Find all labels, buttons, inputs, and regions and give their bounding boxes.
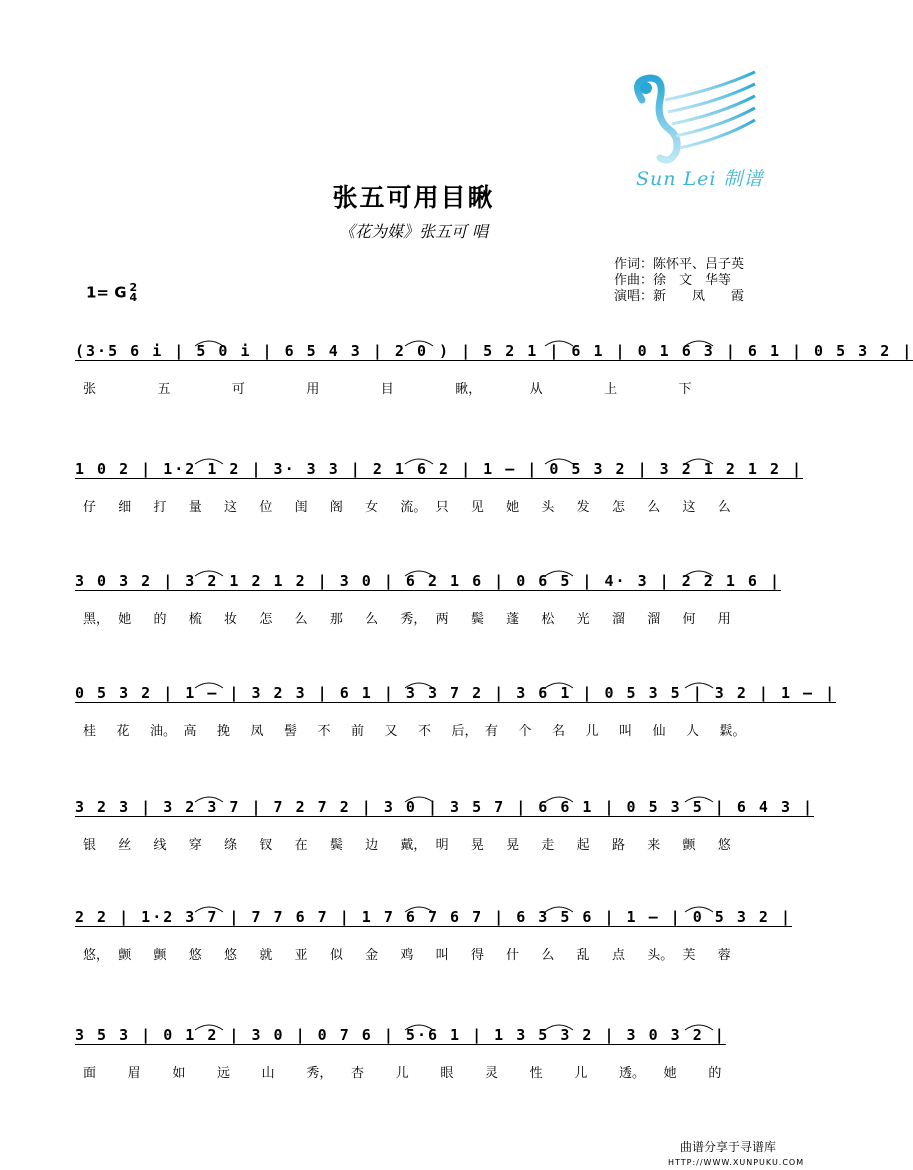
lyric-word: 鸡 [400,948,414,963]
lyric-word: 梳 [188,612,202,627]
lyric-word: 两 [435,612,449,627]
lyric-word: 么 [294,612,308,627]
lyric-word: 戴， [400,838,427,853]
lyric-word: 叫 [435,948,449,963]
lyric-word: 黑， [83,612,110,627]
lyric-word: 来 [647,838,661,853]
lyric-word: 头 [541,500,555,515]
lyric-word: 这 [224,500,238,515]
lyric-word: 见 [470,500,484,515]
lyric-word: 细 [118,500,132,515]
credit-lyricist: 作词：陈怀平、吕子英 [614,257,745,272]
lyric-word: 不 [418,724,432,739]
slur-marks [75,792,765,804]
lyric-word: 么 [647,500,661,515]
lyric-word: 发 [576,500,590,515]
lyric-word: 路 [611,838,625,853]
lyric-word: 山 [261,1066,275,1081]
lyric-word: 位 [259,500,273,515]
page-title: 张五可用目瞅 [332,183,495,212]
lyric-word: 那 [329,612,343,627]
lyric-word: 点 [611,948,625,963]
lyric-word: 可 [231,382,245,397]
lyric-word: 叫 [619,724,633,739]
lyric-word: 芙 [682,948,696,963]
notation-line: 0 5 3 2 | 1 – | 3 2 3 | 6 1 | 3 3 7 2 | 3 6 1 | 0 5 3 5 | 3 2 | 1 – | [75,684,837,702]
lyric-word: 怎 [259,612,273,627]
lyric-word: 名 [552,724,566,739]
lyric-word: 性 [529,1066,543,1081]
slur-marks [75,678,765,690]
notation-line: 2 2 | 1·2 3 7 | 7 7 6 7 | 1 7 6 7 6 7 | 6 3 5 6 | 1 – | 0 5 3 2 | [75,908,792,926]
lyric-word: 蓬 [506,612,520,627]
lyric-word: 就 [259,948,273,963]
lyric-word: 上 [604,382,618,397]
lyric-word: 远 [217,1066,231,1081]
lyric-word: 用 [306,382,320,397]
lyric-word: 颤 [118,948,132,963]
lyric-word: 的 [153,612,167,627]
lyric-word: 蓉 [717,948,731,963]
lyric-word: 挽 [217,724,231,739]
lyric-word: 起 [576,838,590,853]
slur-marks [75,454,765,466]
footer-url: HTTP://WWW.XUNPUKU.COM [668,1158,805,1167]
lyric-word: 丝 [118,838,132,853]
key-signature [86,283,137,303]
lyric-word: 如 [172,1066,186,1081]
lyric-word: 秀， [400,612,427,627]
lyric-word: 么 [541,948,555,963]
lyric-word: 用 [717,612,731,627]
lyric-word: 金 [365,948,379,963]
lyric-word: 光 [576,612,590,627]
lyric-word: 儿 [574,1066,588,1081]
lyric-word: 人 [686,724,700,739]
lyric-word: 五 [157,382,171,397]
lyric-word: 又 [384,724,398,739]
lyric-word: 么 [717,500,731,515]
credit-composer: 作曲：徐 文 华等 [614,273,732,288]
lyric-word: 流。 [400,500,427,515]
page-subtitle: 《花为媒》张五可 唱 [338,222,489,241]
lyric-word: 晃 [470,838,484,853]
lyric-word: 在 [294,838,308,853]
notation-line: 3 0 3 2 | 3 2 1 2 1 2 | 3 0 | 6 2 1 6 | 0 6 5 | 4· 3 | 2 2 1 6 | [75,572,781,590]
logo-text: Sun Lei 制谱 [636,168,764,190]
slur-marks [75,1020,765,1032]
lyric-word: 油。 [150,724,177,739]
lyric-word: 瞅， [455,382,482,397]
lyric-word: 晃 [506,838,520,853]
lyric-word: 绦 [224,838,238,853]
lyric-word: 不 [317,724,331,739]
lyric-word: 的 [708,1066,722,1081]
lyric-word: 鬓 [329,838,343,853]
lyric-word: 仙 [652,724,666,739]
lyric-word: 杏 [351,1066,365,1081]
lyric-word: 悠， [83,948,110,963]
lyric-word: 下 [678,382,692,397]
lyric-word: 儿 [395,1066,409,1081]
lyric-word: 髻 [284,724,298,739]
lyric-word: 明 [435,838,449,853]
credits [614,257,744,305]
lyric-word: 头。 [647,948,674,963]
lyric-word: 得 [470,948,484,963]
lyric-word: 个 [518,724,532,739]
lyric-word: 花 [116,724,130,739]
lyric-word: 鬏。 [719,724,746,739]
footer-text: 曲谱分享于寻谱库 [680,1140,777,1154]
time-den: 4 [129,291,138,304]
lyric-word: 目 [380,382,394,397]
key-label: 1= G [86,283,127,302]
slur-marks [75,902,765,914]
lyric-word: 从 [529,382,543,397]
notation-line: 1 0 2 | 1·2 1 2 | 3· 3 3 | 2 1 6 2 | 1 – | 0 5 3 2 | 3 2 1 2 1 2 | [75,460,804,478]
lyric-word: 什 [506,948,520,963]
lyric-word: 怎 [611,500,625,515]
lyric-word: 阁 [329,500,343,515]
lyric-word: 灵 [485,1066,499,1081]
lyric-word: 她 [506,500,520,515]
lyric-word: 银 [83,838,97,853]
lyric-word: 颤 [682,838,696,853]
lyric-word: 妆 [224,612,238,627]
lyric-word: 悠 [188,948,202,963]
lyric-word: 眉 [127,1066,141,1081]
lyric-word: 穿 [188,838,202,853]
lyric-word: 么 [365,612,379,627]
lyric-word: 闺 [294,500,308,515]
lyric-word: 溜 [647,612,661,627]
lyric-word: 只 [435,500,449,515]
slur-marks [75,336,765,348]
lyric-word: 悠 [224,948,238,963]
lyric-word: 她 [663,1066,677,1081]
lyric-word: 有 [485,724,499,739]
lyric-word: 前 [351,724,365,739]
lyric-word: 打 [153,500,167,515]
lyric-word: 乱 [576,948,590,963]
time-signature [130,283,138,303]
lyric-word: 钗 [259,838,273,853]
lyric-word: 颤 [153,948,167,963]
lyric-word: 走 [541,838,555,853]
lyric-word: 仔 [83,500,97,515]
lyric-word: 似 [329,948,343,963]
lyric-word: 后， [451,724,478,739]
lyric-word: 何 [682,612,696,627]
notation-line: 3 5 3 | 0 1 2 | 3 0 | 0 7 6 | 5·6 1 | 1 3 5 3 2 | 3 0 3 2 | [75,1026,726,1044]
lyric-word: 女 [365,500,379,515]
lyric-word: 凤 [250,724,264,739]
credit-singer: 演唱：新 凤 霞 [614,289,745,304]
lyric-word: 量 [188,500,202,515]
time-num: 2 [129,281,138,294]
lyric-word: 悠 [717,838,731,853]
notation-line: (3·5 6 i | 5 0 i | 6 5 4 3 | 2 0 ) | 5 2 1 | 6 1 | 0 1 6 3 | 6 1 | 0 5 3 2 | [75,342,913,360]
lyric-word: 亚 [294,948,308,963]
lyric-word: 线 [153,838,167,853]
lyric-word: 溜 [611,612,625,627]
lyric-word: 松 [541,612,555,627]
lyric-word: 高 [183,724,197,739]
lyric-word: 这 [682,500,696,515]
lyric-word: 边 [365,838,379,853]
lyric-word: 鬓 [470,612,484,627]
lyric-word: 她 [118,612,132,627]
lyric-word: 面 [83,1066,97,1081]
lyric-word: 张 [83,382,97,397]
lyric-word: 儿 [585,724,599,739]
lyric-word: 秀， [306,1066,333,1081]
lyric-word: 桂 [83,724,97,739]
notation-line: 3 2 3 | 3 2 3 7 | 7 2 7 2 | 3 0 | 3 5 7 | 6 6 1 | 0 5 3 5 | 6 4 3 | [75,798,815,816]
lyric-word: 透。 [619,1066,646,1081]
slur-marks [75,566,765,578]
lyric-word: 眼 [440,1066,454,1081]
